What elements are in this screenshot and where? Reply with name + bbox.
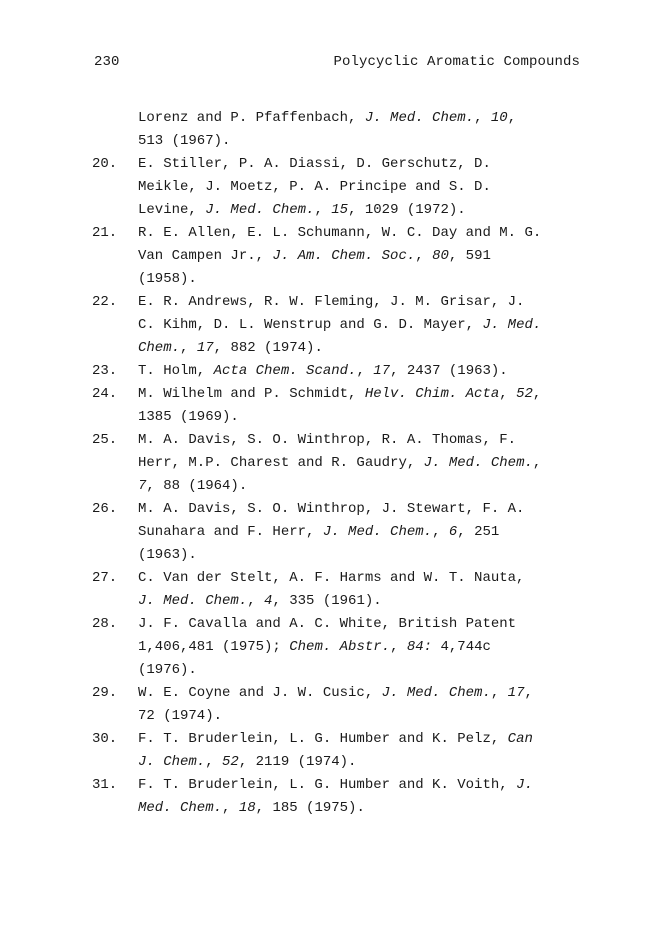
reference-text [138,429,592,498]
reference-line: 1385 (1969). [138,409,239,425]
reference-item [92,383,592,429]
reference-text [138,291,592,360]
reference-line: Van Campen Jr., J. Am. Chem. Soc., 80, 591 [138,248,491,264]
reference-line: F. T. Bruderlein, L. G. Humber and K. Pelz, Can [138,731,533,747]
reference-line: (1958). [138,271,197,287]
reference-line: M. A. Davis, S. O. Winthrop, R. A. Thomas, F. [138,432,517,448]
reference-line: Levine, J. Med. Chem., 15, 1029 (1972). [138,202,466,218]
reference-item [92,153,592,222]
reference-text [138,222,592,291]
reference-number: 25. [92,432,118,448]
reference-line: F. T. Bruderlein, L. G. Humber and K. Voith, J. [138,777,533,793]
reference-number: 30. [92,731,118,747]
reference-text [138,360,592,383]
reference-text [138,682,592,728]
reference-line: 1,406,481 (1975); Chem. Abstr., 84: 4,744c [138,639,491,655]
reference-item [92,728,592,774]
reference-item [92,774,592,820]
reference-text [138,774,592,820]
reference-line: R. E. Allen, E. L. Schumann, W. C. Day and M. G. [138,225,542,241]
reference-line: C. Kihm, D. L. Wenstrup and G. D. Mayer, J. Med. [138,317,542,333]
reference-line: J. Chem., 52, 2119 (1974). [138,754,357,770]
reference-line: 72 (1974). [138,708,223,724]
reference-text [138,567,592,613]
reference-line: 513 (1967). [138,133,231,149]
reference-line: Herr, M.P. Charest and R. Gaudry, J. Med. Chem., [138,455,542,471]
reference-text [138,498,592,567]
reference-text [138,153,592,222]
reference-item [92,291,592,360]
reference-number: 27. [92,570,118,586]
running-title: Polycyclic Aromatic Compounds [333,54,580,70]
reference-line: Med. Chem., 18, 185 (1975). [138,800,365,816]
reference-line: E. R. Andrews, R. W. Fleming, J. M. Grisar, J. [138,294,525,310]
reference-item [92,567,592,613]
reference-line: Sunahara and F. Herr, J. Med. Chem., 6, 251 [138,524,500,540]
reference-item [92,498,592,567]
reference-number: 29. [92,685,118,701]
reference-line: J. F. Cavalla and A. C. White, British Patent [138,616,517,632]
reference-number: 24. [92,386,118,402]
reference-item [92,682,592,728]
reference-number: 28. [92,616,118,632]
reference-list [92,107,592,820]
reference-number: 21. [92,225,118,241]
reference-item [92,613,592,682]
reference-item [92,107,592,153]
running-header [94,54,580,70]
reference-line: T. Holm, Acta Chem. Scand., 17, 2437 (1963). [138,363,508,379]
reference-line: Chem., 17, 882 (1974). [138,340,323,356]
page-number: 230 [94,54,120,70]
reference-line: 7, 88 (1964). [138,478,248,494]
reference-line: M. A. Davis, S. O. Winthrop, J. Stewart, F. A. [138,501,525,517]
reference-text [138,383,592,429]
reference-line: Lorenz and P. Pfaffenbach, J. Med. Chem., 10, [138,110,517,126]
reference-text [138,728,592,774]
reference-line: J. Med. Chem., 4, 335 (1961). [138,593,382,609]
reference-line: E. Stiller, P. A. Diassi, D. Gerschutz, D. [138,156,491,172]
reference-number: 20. [92,156,118,172]
reference-number: 31. [92,777,118,793]
reference-line: M. Wilhelm and P. Schmidt, Helv. Chim. Acta, 52, [138,386,542,402]
reference-text [138,613,592,682]
reference-number: 23. [92,363,118,379]
reference-item [92,360,592,383]
reference-line: Meikle, J. Moetz, P. A. Principe and S. D. [138,179,491,195]
reference-line: (1963). [138,547,197,563]
reference-line: W. E. Coyne and J. W. Cusic, J. Med. Chem., 17, [138,685,533,701]
reference-text [138,107,592,153]
reference-number: 26. [92,501,118,517]
reference-item [92,222,592,291]
reference-line: (1976). [138,662,197,678]
reference-number: 22. [92,294,118,310]
reference-line: C. Van der Stelt, A. F. Harms and W. T. Nauta, [138,570,525,586]
reference-item [92,429,592,498]
